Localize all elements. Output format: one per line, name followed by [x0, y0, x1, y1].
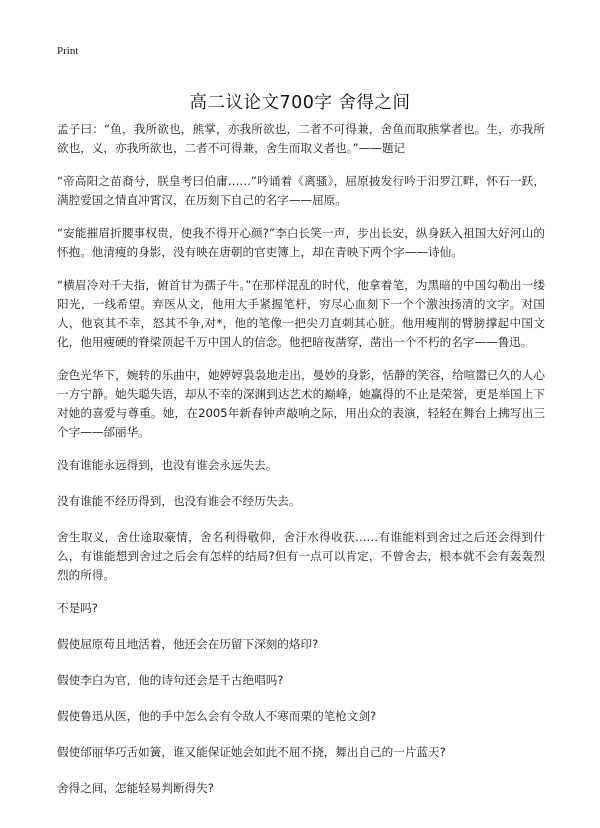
paragraph-epigraph: 孟子曰：“鱼，我所欲也，熊掌，亦我所欲也，二者不可得兼，舍鱼而取熊掌者也。生，亦我所欲也，义，亦我所欲也，二者不可得兼，舍生而取义者也。”——题记 — [57, 122, 545, 155]
paragraph-luxun: “横眉冷对千夫指，俯首甘为孺子牛。”在那样混乱的时代，他拿着笔，为黑暗的中国勾勒出一缕阳光，一线希望。弃医从文，他用大手紧握笔杆，穷尽心血刻下一个个激浊扬清的文字。对国人，他哀其不幸，怒其不争,对*，他的笔像一把尖刀直刺其心脏。他用瘦削的臂膀撑起中国文化，他用瘦硬的脊梁顶起千万中国人的信念。他把暗夜凿穿，凿出一个不朽的名字——鲁迅。 — [57, 278, 545, 349]
paragraph-experience: 没有谁能不经历得到，也没有谁会不经历失去。 — [57, 494, 301, 508]
paragraph-tailihua: 金色光华下，婉转的乐曲中，她婷婷袅袅地走出，曼妙的身影，恬静的笑容，给喧嚣已久的人心一方宁静。她失聪失语，却从不幸的深渊到达艺术的巅峰，她赢得的不止是荣誉，更是举国上下对她的喜爱与尊重。她，在2005年新春钟声敲响之际，用出众的表演，轻轻在舞台上拂写出三个字——邰丽华。 — [57, 368, 545, 439]
paragraph-suppose-libai: 假使李白为官，他的诗句还会是千古绝唱吗? — [57, 673, 284, 687]
article-body — [57, 120, 545, 815]
article-title: 高二议论文700字 舍得之间 — [189, 92, 411, 113]
paragraph-gain-loss: 没有谁能永远得到，也没有谁会永远失去。 — [57, 458, 278, 472]
paragraph-suppose-tailihua: 假使邰丽华巧舌如簧，谁又能保证她会如此不屈不挠，舞出自己的一片蓝天? — [57, 745, 446, 759]
paragraph-libai: “安能摧眉折腰事权贵，使我不得开心颜?”李白长笑一声，步出长安，纵身跃入祖国大好河山的怀抱。他清瘦的身影，没有映在唐朝的官吏簿上，却在青映下两个字——诗仙。 — [57, 226, 545, 259]
print-link[interactable]: Print — [57, 45, 79, 57]
paragraph-sacrifice: 舍生取义，舍仕途取豪情，舍名利得敬仰，舍汗水得收获……有谁能料到舍过之后还会得到什么，有谁能想到舍过之后会有怎样的结局?但有一点可以肯定，不曾舍去，根本就不会有轰轰烈烈的所得。 — [57, 530, 545, 582]
paragraph-question: 不是吗? — [57, 601, 98, 615]
paragraph-conclusion: 舍得之间，怎能轻易判断得失? — [57, 781, 214, 795]
paragraph-quyuan: “帝高阳之苗裔兮，朕皇考曰伯庸……”吟诵着《离骚》，屈原披发行吟于汨罗江畔，怀石一跃，满腔爱国之情直冲霄汉，在历刻下自己的名字——屈原。 — [57, 174, 545, 207]
paragraph-suppose-quyuan: 假使屈原苟且地活着，他还会在历留下深刻的烙印? — [57, 637, 319, 651]
paragraph-suppose-luxun: 假使鲁迅从医，他的手中怎么会有令敌人不寒而栗的笔枪文剑? — [57, 709, 377, 723]
